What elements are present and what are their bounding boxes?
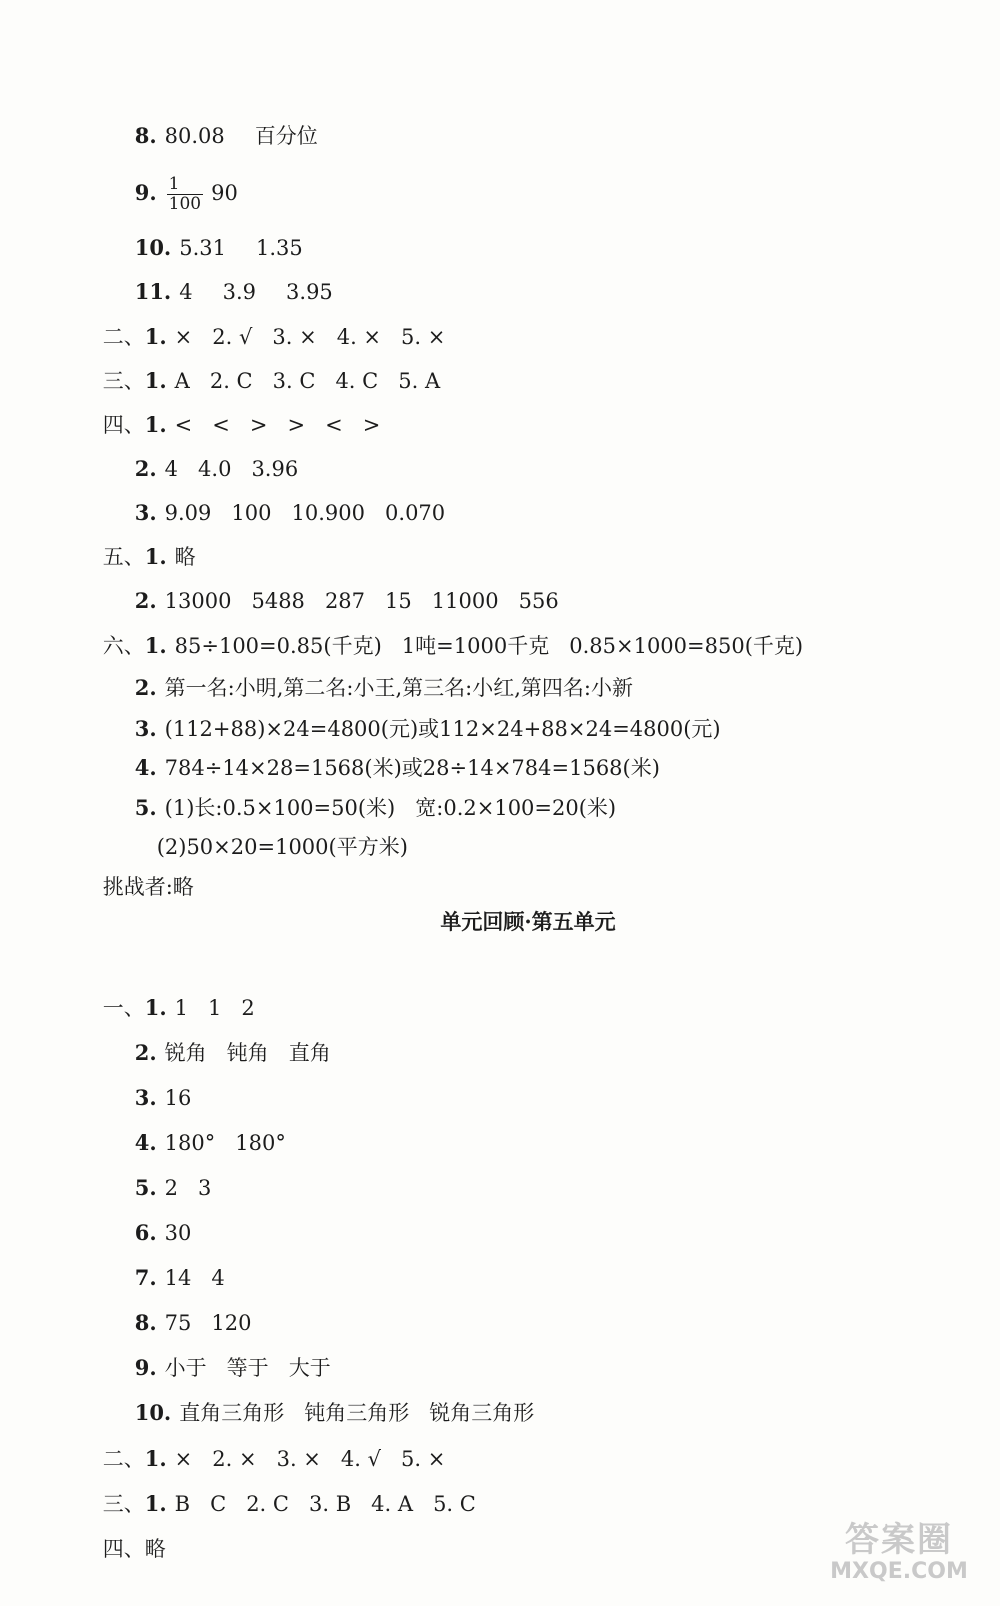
section-label: 二、 [102, 325, 145, 349]
fraction-denominator: 100 [168, 194, 202, 214]
answer-text: 75 120 [164, 1311, 252, 1335]
item-number: 9. [134, 1355, 157, 1380]
item-number: 1. [144, 995, 167, 1020]
answer-text: 略 [144, 1537, 166, 1561]
answer-text: 16 [164, 1086, 192, 1110]
answer-value: 1.35 [256, 236, 303, 260]
item-number: 11. [134, 279, 172, 304]
answer-text: 1 1 2 [174, 996, 255, 1020]
answer-text: A 2. C 3. C 4. C 5. A [174, 369, 441, 393]
answer-text: 2 3 [164, 1176, 212, 1200]
answer-text: 锐角 钝角 直角 [164, 1041, 331, 1065]
item-number: 2. [134, 1040, 157, 1065]
section-label: 一、 [102, 996, 145, 1020]
item-number: 1. [144, 1491, 167, 1516]
item-number: 2. [134, 456, 157, 481]
answer-text: (2)50×20=1000(平方米) [156, 835, 408, 859]
answer-text: 第一名:小明,第二名:小王,第三名:小红,第四名:小新 [164, 676, 633, 700]
answer-value: 百分位 [254, 124, 318, 148]
answer-text: 180° 180° [164, 1131, 286, 1155]
section-label: 四、 [102, 1537, 145, 1561]
answer-text: × 2. × 3. × 4. √ 5. × [174, 1447, 446, 1471]
item-number: 2. [134, 588, 157, 613]
section-label: 三、 [102, 369, 145, 393]
item-number: 5. [134, 1175, 157, 1200]
answer-value: 80.08 [164, 124, 225, 148]
answer-text: 4 4.0 3.96 [164, 457, 299, 481]
unit-review-title: 单元回顾·第五单元 [440, 909, 616, 934]
item-number: 7. [134, 1265, 157, 1290]
answer-text: 13000 5488 287 15 11000 556 [164, 589, 559, 613]
answer-value: 3.9 [222, 280, 257, 304]
item-number: 2. [134, 675, 157, 700]
answer-text: 85÷100=0.85(千克) 1吨=1000千克 0.85×1000=850(千克) [174, 634, 804, 658]
item-number: 1. [144, 412, 167, 437]
answer-text: (1)长:0.5×100=50(米) 宽:0.2×100=20(米) [164, 796, 617, 820]
watermark-logo [824, 1520, 974, 1586]
section-label: 二、 [102, 1447, 145, 1471]
section-label: 六、 [102, 634, 145, 658]
answer-text: 直角三角形 钝角三角形 锐角三角形 [179, 1401, 535, 1425]
answer-value: 90 [211, 181, 238, 205]
answer-text: 14 4 [164, 1266, 225, 1290]
answer-value: 5.31 [179, 236, 227, 260]
item-number: 3. [134, 500, 157, 525]
item-number: 5. [134, 795, 157, 820]
item-number: 1. [144, 324, 167, 349]
section-label: 四、 [102, 413, 145, 437]
item-number: 10. [134, 1400, 172, 1425]
answer-text: 784÷14×28=1568(米)或28÷14×784=1568(米) [164, 756, 660, 780]
answer-text: 略 [174, 545, 196, 569]
answer-text: 小于 等于 大于 [164, 1356, 331, 1380]
watermark-url: MXQE.COM [830, 1559, 968, 1584]
answer-text: 9.09 100 10.900 0.070 [164, 501, 446, 525]
answer-text: × 2. √ 3. × 4. × 5. × [174, 325, 446, 349]
fraction-numerator: 1 [167, 175, 203, 195]
item-number: 1. [144, 544, 167, 569]
item-number: 10. [134, 235, 172, 260]
answer-value: 4 [179, 280, 193, 304]
answer-text: < < > > < > [174, 413, 381, 437]
watermark-text: 答案圈 [845, 1520, 953, 1560]
section-label: 三、 [102, 1492, 145, 1516]
item-number: 8. [134, 1310, 157, 1335]
item-number: 9. [134, 180, 157, 205]
answer-text: B C 2. C 3. B 4. A 5. C [174, 1492, 476, 1516]
section-label: 挑战者: [102, 875, 173, 899]
item-number: 4. [134, 755, 157, 780]
item-number: 8. [134, 123, 157, 148]
answer-text: (112+88)×24=4800(元)或112×24+88×24=4800(元) [164, 717, 721, 741]
answer-text: 30 [164, 1221, 192, 1245]
section-label: 五、 [102, 545, 145, 569]
item-number: 6. [134, 1220, 157, 1245]
item-number: 1. [144, 633, 167, 658]
item-number: 3. [134, 716, 157, 741]
answer-value: 3.95 [286, 280, 333, 304]
unit5-section-4-line [76, 1507, 166, 1591]
item-number: 3. [134, 1085, 157, 1110]
item-number: 1. [144, 1446, 167, 1471]
item-number: 1. [144, 368, 167, 393]
answer-text: 略 [172, 875, 194, 899]
item-number: 4. [134, 1130, 157, 1155]
